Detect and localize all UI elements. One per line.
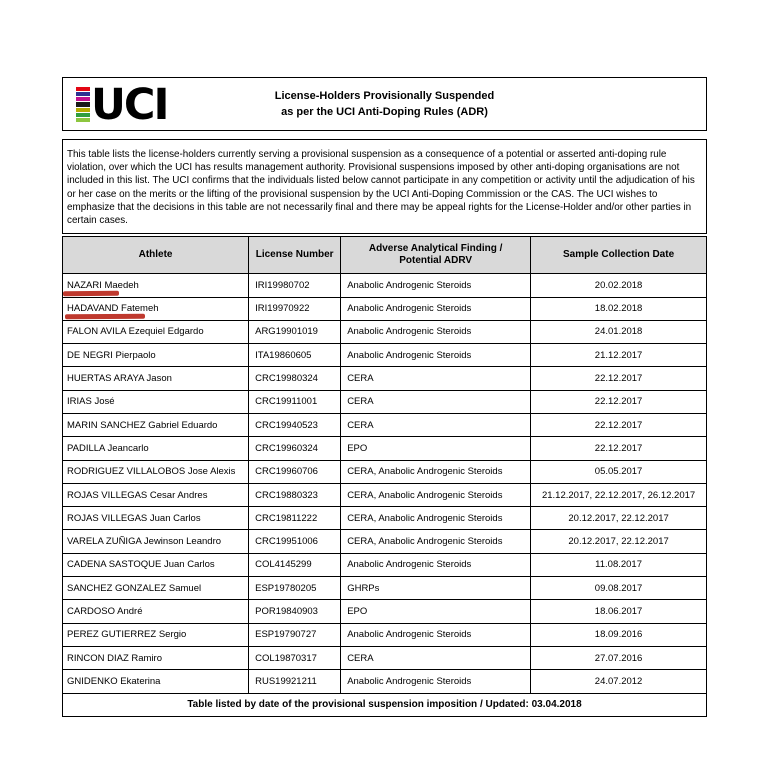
cell-date: 18.02.2018 (531, 297, 707, 320)
cell-finding: CERA (341, 367, 531, 390)
cell-license: CRC19811222 (249, 507, 341, 530)
table-row (63, 297, 707, 320)
table-row (63, 390, 707, 413)
cell-athlete: CARDOSO André (63, 600, 249, 623)
cell-license: CRC19980324 (249, 367, 341, 390)
cell-date: 21.12.2017, 22.12.2017, 26.12.2017 (531, 483, 707, 506)
table-row (63, 274, 707, 297)
cell-athlete: PEREZ GUTIERREZ Sergio (63, 623, 249, 646)
cell-date: 11.08.2017 (531, 553, 707, 576)
cell-athlete: CADENA SASTOQUE Juan Carlos (63, 553, 249, 576)
intro-paragraph-text: This table lists the license-holders currently serving a provisional suspension as a consequence of a potential or asserted anti-doping rule violation, over which the UCI has results management authority. Provisional suspensions imposed by other anti-doping organisations are not included in this list. The UCI confirms that the individuals listed below cannot participate in any competition or activity until the adjudication of his or her case on the merits or the lifting of the provisional suspension by the UCI Anti-Doping Commission or the CAS. The UCI wishes to emphasize that the decisions in this table are not necessarily final and there may be appeal rights for the License-Holder and/or other parties in certain cases. (67, 149, 695, 227)
title-line-2: as per the UCI Anti-Doping Rules (ADR) (281, 106, 488, 118)
cell-license: ITA19860605 (249, 344, 341, 367)
cell-athlete: RODRIGUEZ VILLALOBOS Jose Alexis (63, 460, 249, 483)
cell-license: ARG19901019 (249, 320, 341, 343)
cell-athlete: RINCON DIAZ Ramiro (63, 646, 249, 669)
cell-license: IRI19970922 (249, 297, 341, 320)
table-footer (63, 693, 707, 716)
table-row (63, 414, 707, 437)
cell-license: CRC19951006 (249, 530, 341, 553)
cell-finding: EPO (341, 600, 531, 623)
cell-finding: CERA, Anabolic Androgenic Steroids (341, 507, 531, 530)
cell-finding: Anabolic Androgenic Steroids (341, 344, 531, 367)
table-row (63, 600, 707, 623)
cell-license: CRC19911001 (249, 390, 341, 413)
cell-finding: Anabolic Androgenic Steroids (341, 274, 531, 297)
table-row (63, 577, 707, 600)
cell-date: 09.08.2017 (531, 577, 707, 600)
cell-athlete: NAZARI Maedeh (63, 274, 249, 297)
cell-finding: CERA, Anabolic Androgenic Steroids (341, 530, 531, 553)
table-header-row (63, 237, 707, 274)
cell-finding: CERA (341, 414, 531, 437)
suspensions-table (62, 236, 707, 716)
cell-athlete: GNIDENKO Ekaterina (63, 670, 249, 693)
table-row (63, 507, 707, 530)
table-row (63, 646, 707, 669)
cell-athlete: SANCHEZ GONZALEZ Samuel (63, 577, 249, 600)
cell-license: ESP19780205 (249, 577, 341, 600)
title-line-1: License-Holders Provisionally Suspended (274, 90, 495, 102)
cell-license: CRC19960324 (249, 437, 341, 460)
column-header-license-number: License Number (249, 237, 341, 274)
column-header-adverse-finding: Adverse Analytical Finding / Potential ADRV (341, 237, 531, 274)
column-header-sample-collection-date: Sample Collection Date (531, 237, 707, 274)
intro-paragraph-box (62, 139, 707, 234)
cell-finding: Anabolic Androgenic Steroids (341, 320, 531, 343)
table-header (63, 237, 707, 274)
cell-athlete: HADAVAND Fatemeh (63, 297, 249, 320)
cell-finding: Anabolic Androgenic Steroids (341, 553, 531, 576)
document-title (63, 80, 706, 130)
cell-athlete: PADILLA Jeancarlo (63, 437, 249, 460)
cell-finding: EPO (341, 437, 531, 460)
red-underline-annotation (65, 314, 145, 319)
cell-date: 18.09.2016 (531, 623, 707, 646)
cell-date: 27.07.2016 (531, 646, 707, 669)
cell-finding: Anabolic Androgenic Steroids (341, 623, 531, 646)
cell-license: CRC19940523 (249, 414, 341, 437)
cell-athlete: MARIN SANCHEZ Gabriel Eduardo (63, 414, 249, 437)
cell-license: COL4145299 (249, 553, 341, 576)
cell-date: 20.12.2017, 22.12.2017 (531, 507, 707, 530)
cell-date: 22.12.2017 (531, 367, 707, 390)
cell-athlete: ROJAS VILLEGAS Juan Carlos (63, 507, 249, 530)
cell-license: ESP19790727 (249, 623, 341, 646)
cell-date: 18.06.2017 (531, 600, 707, 623)
cell-license: RUS19921211 (249, 670, 341, 693)
table-row (63, 344, 707, 367)
cell-finding: CERA, Anabolic Androgenic Steroids (341, 483, 531, 506)
cell-license: CRC19960706 (249, 460, 341, 483)
cell-athlete: VARELA ZUÑIGA Jewinson Leandro (63, 530, 249, 553)
table-footer-text: Table listed by date of the provisional suspension imposition / Updated: 03.04.2018 (63, 693, 707, 716)
table-row (63, 530, 707, 553)
cell-date: 20.02.2018 (531, 274, 707, 297)
cell-finding: CERA (341, 390, 531, 413)
table-footer-row (63, 693, 707, 716)
cell-date: 24.07.2012 (531, 670, 707, 693)
cell-license: IRI19980702 (249, 274, 341, 297)
cell-finding: CERA (341, 646, 531, 669)
cell-date: 22.12.2017 (531, 390, 707, 413)
table-row (63, 320, 707, 343)
cell-athlete: ROJAS VILLEGAS Cesar Andres (63, 483, 249, 506)
cell-finding: CERA, Anabolic Androgenic Steroids (341, 460, 531, 483)
cell-date: 24.01.2018 (531, 320, 707, 343)
table-row (63, 483, 707, 506)
red-underline-annotation (63, 291, 119, 296)
cell-date: 22.12.2017 (531, 437, 707, 460)
cell-date: 20.12.2017, 22.12.2017 (531, 530, 707, 553)
cell-license: CRC19880323 (249, 483, 341, 506)
uci-logo-text: UCI (91, 80, 168, 130)
cell-date: 21.12.2017 (531, 344, 707, 367)
cell-license: COL19870317 (249, 646, 341, 669)
table-row (63, 367, 707, 390)
cell-athlete: FALON AVILA Ezequiel Edgardo (63, 320, 249, 343)
document-header (62, 77, 707, 131)
document-page (62, 77, 707, 717)
table-row (63, 437, 707, 460)
cell-finding: Anabolic Androgenic Steroids (341, 670, 531, 693)
table-row (63, 623, 707, 646)
table-body (63, 274, 707, 693)
table-row (63, 460, 707, 483)
cell-athlete: IRIAS José (63, 390, 249, 413)
table-row (63, 553, 707, 576)
cell-date: 22.12.2017 (531, 414, 707, 437)
table-row (63, 670, 707, 693)
cell-finding: GHRPs (341, 577, 531, 600)
column-header-athlete: Athlete (63, 237, 249, 274)
cell-date: 05.05.2017 (531, 460, 707, 483)
cell-athlete: DE NEGRI Pierpaolo (63, 344, 249, 367)
cell-license: POR19840903 (249, 600, 341, 623)
cell-finding: Anabolic Androgenic Steroids (341, 297, 531, 320)
cell-athlete: HUERTAS ARAYA Jason (63, 367, 249, 390)
